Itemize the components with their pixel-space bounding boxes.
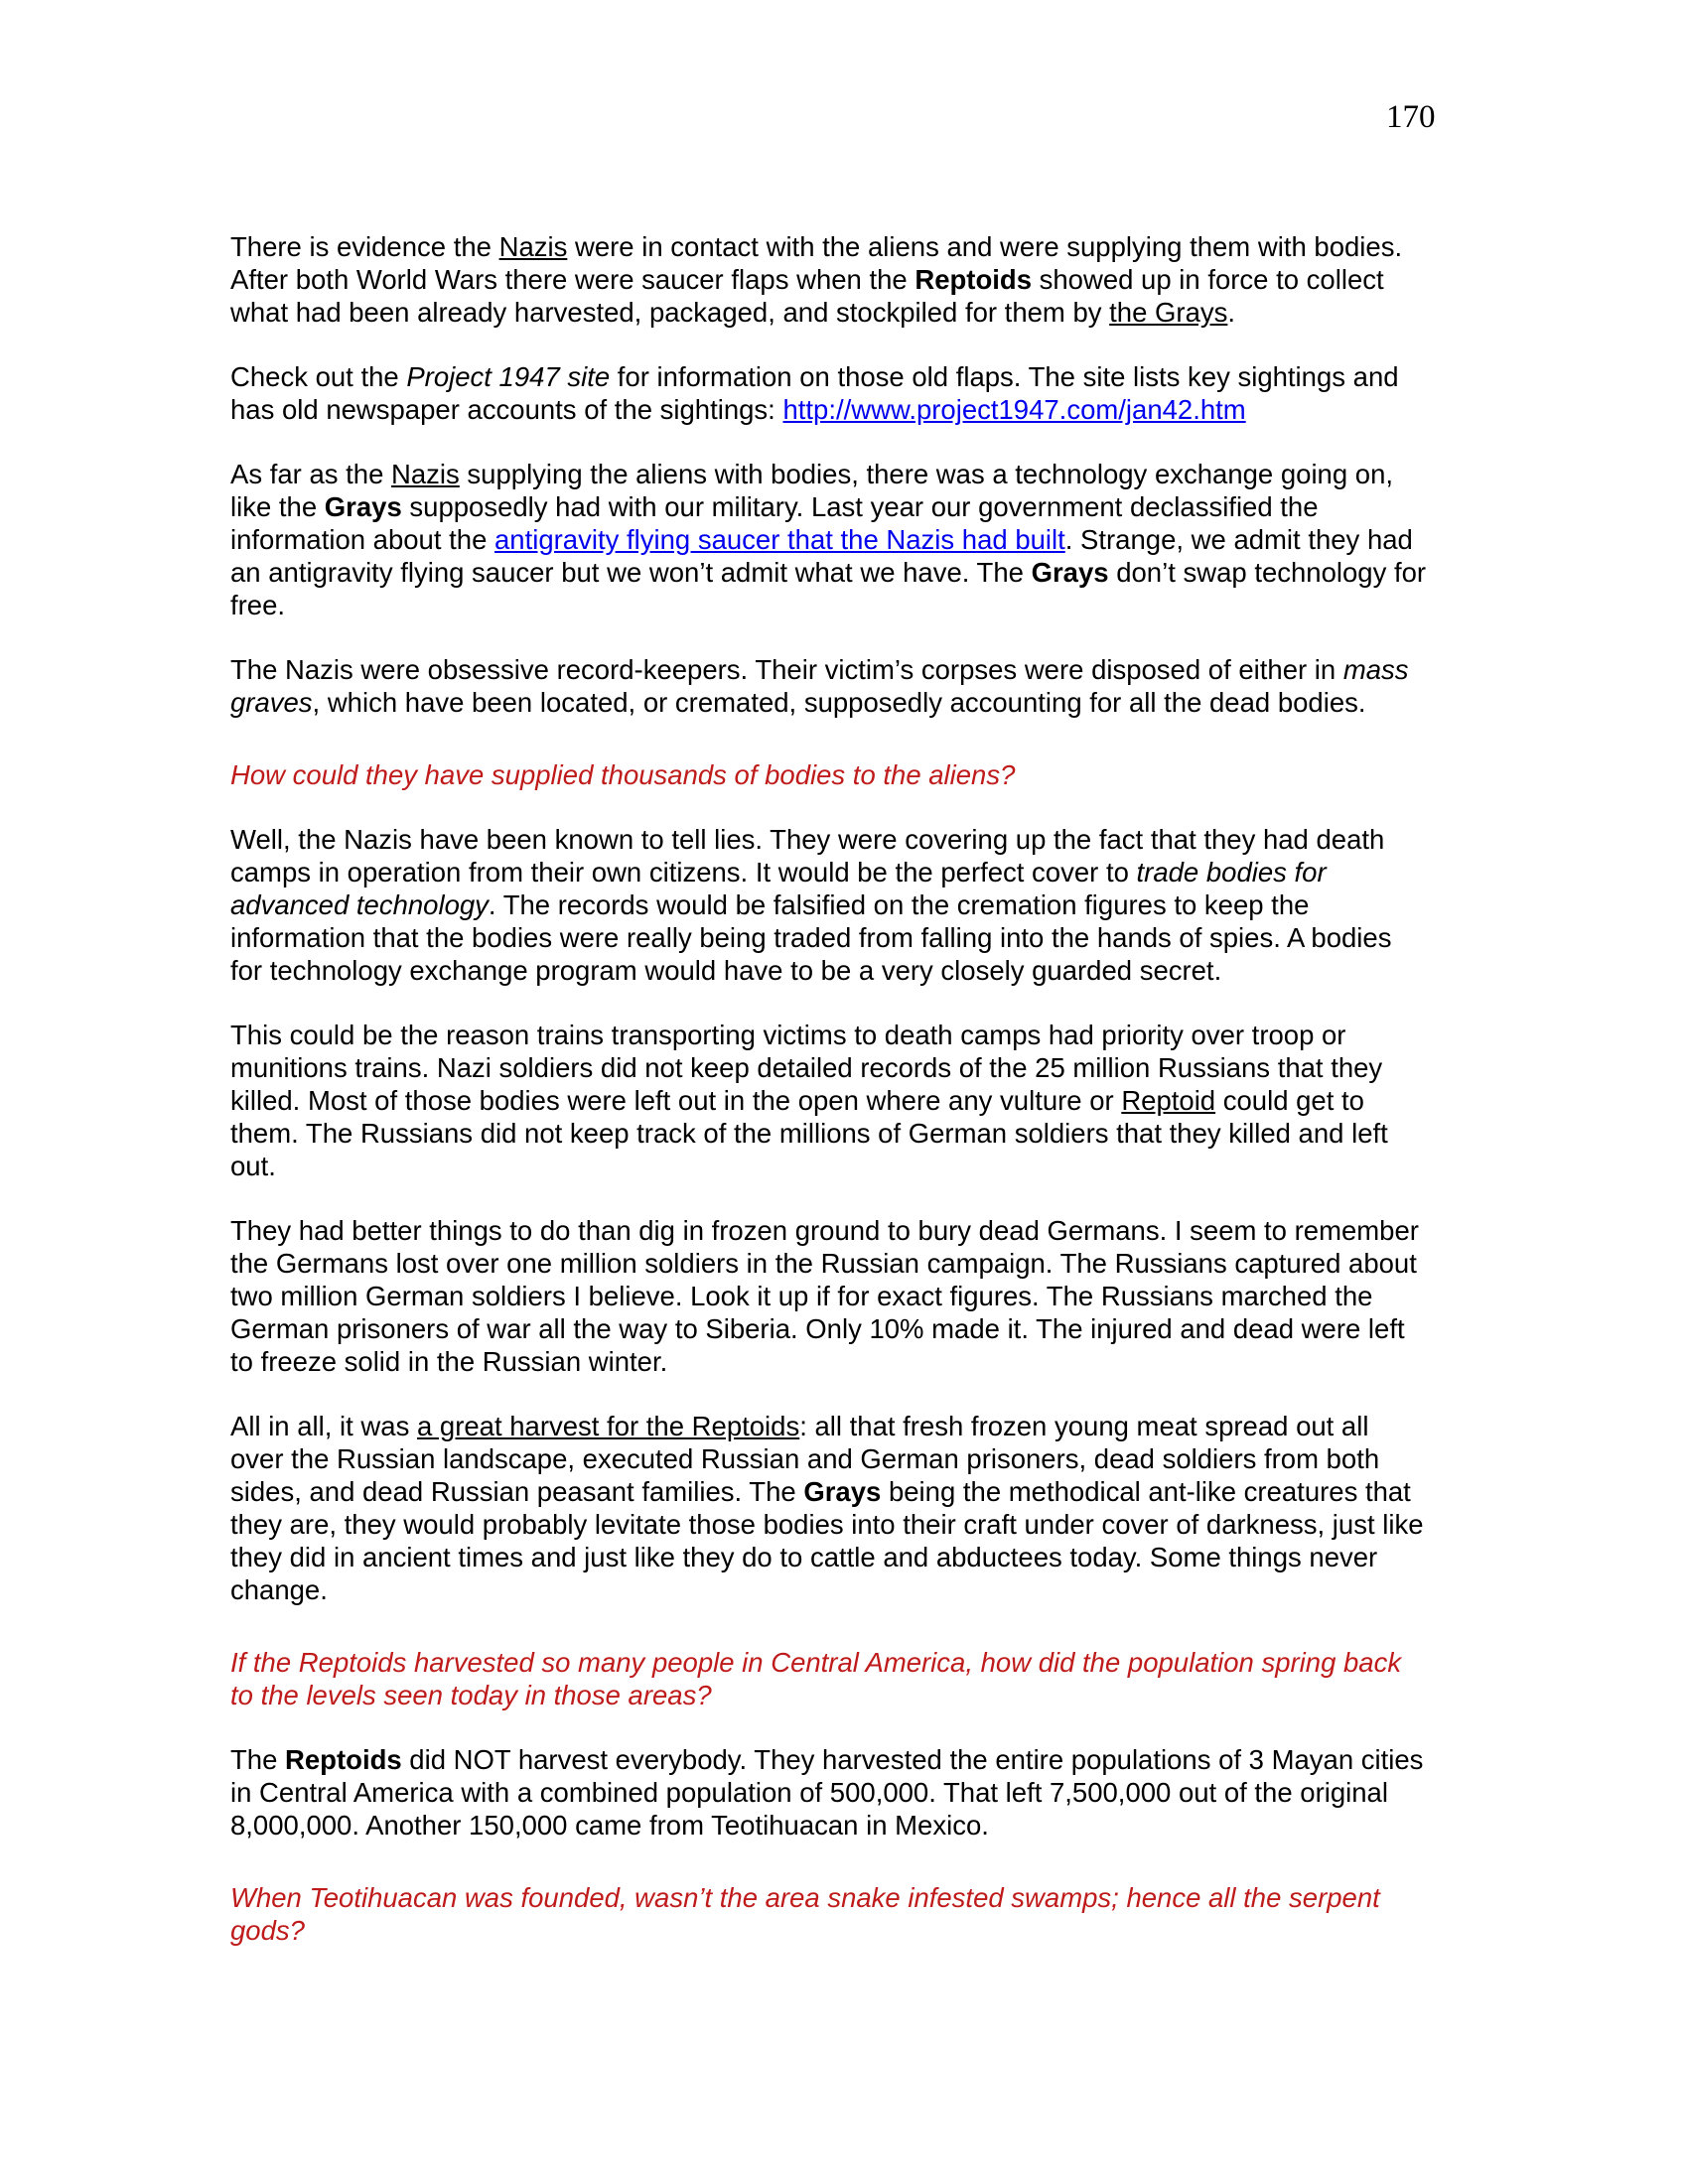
text-run: Reptoids <box>914 264 1032 295</box>
text-run: were in contact with the aliens and were supplying them with bodies. After both World Wars there were saucer flaps when the <box>230 231 1403 295</box>
body-paragraph <box>230 1214 1428 1378</box>
text-run: They had better things to do than dig in frozen ground to bury dead Germans. I seem to remember the Germans lost over one million soldiers in the Russian campaign. The Russians captured about two million German soldiers I believe. Look it up if for exact figures. The Russians marched the German prisoners of war all the way to Siberia. Only 10% made it. The injured and dead were left to freeze solid in the Russian winter. <box>230 1215 1419 1377</box>
body-paragraph <box>230 458 1428 621</box>
text-run: Nazis <box>498 231 568 262</box>
text-run: : all that fresh frozen young meat spread out all over the Russian landscape, executed Russian and German prisoners, dead soldiers from both sides, and dead Russian peasant families. The <box>230 1411 1380 1507</box>
text-run: This could be the reason trains transporting victims to death camps had priority over troop or munitions trains. Nazi soldiers did not keep detailed records of the 25 million Russians that they killed. Most of those bodies were left out in the open where any vulture or <box>230 1020 1383 1116</box>
text-run: If the Reptoids harvested so many people in Central America, how did the population spring back to the levels seen today in those areas? <box>230 1647 1402 1710</box>
text-run: don’t swap technology for free. <box>230 557 1427 620</box>
text-run: mass graves <box>230 654 1409 718</box>
text-run: showed up in force to collect what had been already harvested, packaged, and stockpiled for them by <box>230 264 1384 328</box>
text-run: Grays <box>1031 557 1109 588</box>
body-paragraph <box>230 1743 1428 1842</box>
text-run: Well, the Nazis have been known to tell lies. They were covering up the fact that they had death camps in operation from their own citizens. It would be the perfect cover to <box>230 824 1385 887</box>
text-run: . The records would be falsified on the cremation figures to keep the information that the bodies were really being traded from falling into the hands of spies. A bodies for technology exchange program would have to be a very closely guarded secret. <box>230 889 1392 986</box>
text-run: The <box>230 1744 286 1775</box>
text-run: . Strange, we admit they had an antigravity flying saucer but we won’t admit what we have. The <box>230 524 1413 588</box>
text-run: The Nazis were obsessive record-keepers. Their victim’s corpses were disposed of either in <box>230 654 1343 685</box>
text-run: for information on those old flaps. The site lists key sightings and has old newspaper accounts of the sightings: <box>230 361 1399 425</box>
body-paragraph <box>230 230 1428 329</box>
body-paragraph <box>230 1410 1428 1606</box>
body-paragraph <box>230 823 1428 987</box>
question-paragraph <box>230 1638 1428 1711</box>
text-run: When Teotihuacan was founded, wasn’t the area snake infested swamps; hence all the serpent gods? <box>230 1882 1380 1946</box>
text-run: supplying the aliens with bodies, there was a technology exchange going on, like the <box>230 459 1394 522</box>
hyperlink[interactable]: http://www.project1947.com/jan42.htm <box>782 394 1246 425</box>
page-number: 170 <box>1386 99 1436 135</box>
document-body <box>230 230 1428 1979</box>
text-run: could get to them. The Russians did not keep track of the millions of German soldiers that they killed and left out. <box>230 1085 1388 1181</box>
body-paragraph <box>230 653 1428 719</box>
text-run: , which have been located, or cremated, supposedly accounting for all the dead bodies. <box>312 687 1366 718</box>
text-run: As far as the <box>230 459 392 489</box>
text-run: . <box>1227 297 1236 328</box>
body-paragraph <box>230 360 1428 426</box>
text-run: How could they have supplied thousands of bodies to the aliens? <box>230 759 1016 790</box>
text-run: supposedly had with our military. Last year our government declassified the information about the <box>230 491 1319 555</box>
text-run: All in all, it was <box>230 1411 417 1441</box>
hyperlink[interactable]: antigravity flying saucer that the Nazis had built <box>494 524 1065 555</box>
text-run: trade bodies for advanced technology <box>230 857 1327 920</box>
question-paragraph <box>230 1873 1428 1947</box>
text-run: There is evidence the <box>230 231 499 262</box>
text-run: the Grays <box>1109 297 1228 328</box>
text-run: Reptoid <box>1121 1085 1216 1116</box>
text-run: Grays <box>324 491 402 522</box>
text-run: a great harvest for the Reptoids <box>416 1411 800 1441</box>
text-run: being the methodical ant-like creatures that they are, they would probably levitate those bodies into their craft under cover of darkness, just like they did in ancient times and just like they do to cattle and abductees today. Some things never change. <box>230 1476 1424 1605</box>
text-run: Grays <box>803 1476 882 1507</box>
body-paragraph <box>230 1019 1428 1182</box>
text-run: Check out the <box>230 361 407 392</box>
text-run: Project 1947 site <box>406 361 611 392</box>
text-run: Nazis <box>391 459 460 489</box>
text-run: did NOT harvest everybody. They harvested the entire populations of 3 Mayan cities in Central America with a combined population of 500,000. That left 7,500,000 out of the original 8,000,000. Another 150,000 came from Teotihuacan in Mexico. <box>230 1744 1424 1841</box>
text-run: Reptoids <box>285 1744 402 1775</box>
question-paragraph <box>230 751 1428 791</box>
